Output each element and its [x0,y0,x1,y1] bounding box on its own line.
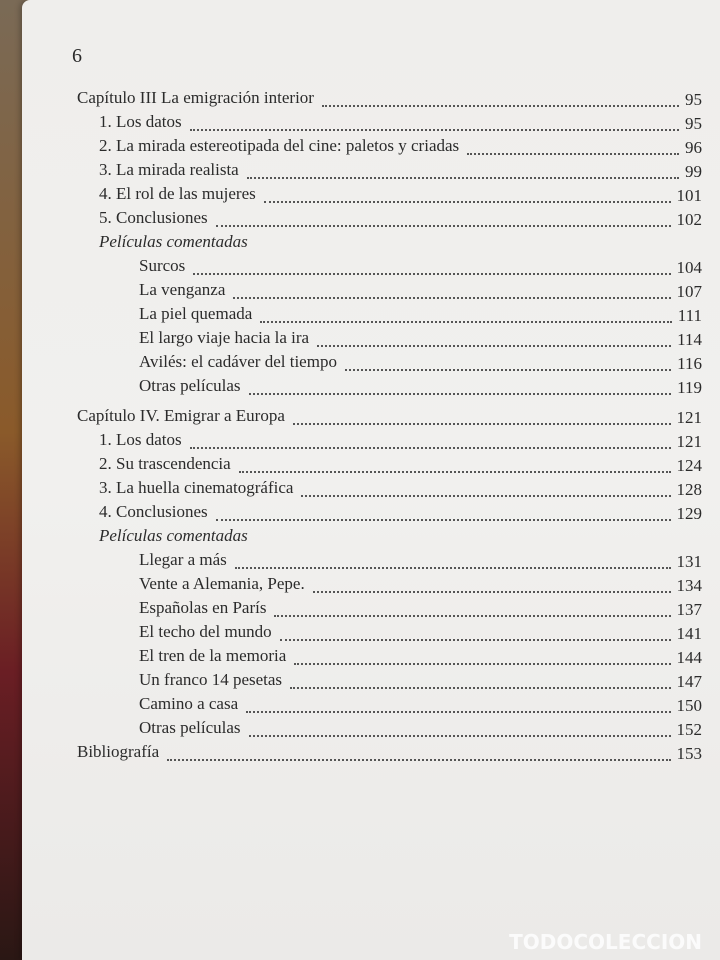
toc-entry-page: 150 [676,696,702,715]
toc-entry [77,158,702,182]
toc-entry [77,404,702,428]
toc-entry-title: 1. Los datos [99,112,182,131]
toc-entry-title: Llegar a más [139,550,227,569]
dot-leader [264,201,671,203]
toc-entry-title: 4. El rol de las mujeres [99,184,256,203]
toc-entry-title: Otras películas [139,718,241,737]
toc-entry-title: Vente a Alemania, Pepe. [139,574,305,593]
toc-entry-title: La piel quemada [139,304,253,323]
dot-leader [301,495,670,497]
toc-entry-page: 134 [676,576,702,595]
dot-leader [345,369,671,371]
dot-leader [167,759,670,761]
toc-entry-title: Otras películas [139,376,241,395]
book-page [22,0,720,960]
toc-entry-title: Camino a casa [139,694,239,713]
dot-leader [216,519,671,521]
toc-entry [77,596,702,620]
toc-entry [77,476,702,500]
toc-entry [77,428,702,452]
toc-entry-page: 116 [677,354,702,373]
toc-entry-page: 104 [676,258,702,277]
toc-entry-title: Avilés: el cadáver del tiempo [139,352,337,371]
toc-entry [77,350,702,374]
toc-entry-title: El techo del mundo [139,622,272,641]
toc-entry [77,524,702,548]
toc-entry-page: 141 [676,624,702,643]
toc-entry-page: 111 [677,306,702,325]
dot-leader [239,471,671,473]
dot-leader [249,393,672,395]
toc-entry-title: 4. Conclusiones [99,502,208,521]
toc-entry [77,134,702,158]
dot-leader [193,273,670,275]
toc-entry [77,206,702,230]
toc-entry [77,182,702,206]
toc-entry-page: 153 [676,744,702,763]
toc-entry [77,668,702,692]
toc-entry [77,644,702,668]
toc-entry-title: 5. Conclusiones [99,208,208,227]
toc-entry-page: 144 [676,648,702,667]
dot-leader [467,153,679,155]
toc-entry-title: Surcos [139,256,186,275]
dot-leader [313,591,671,593]
toc-entry [77,302,702,326]
toc-entry-page: 121 [676,408,702,427]
dot-leader [322,105,679,107]
dot-leader [260,321,671,323]
toc-entry-title: Capítulo IV. Emigrar a Europa [77,406,285,425]
toc-entry-title: Películas comentadas [99,526,248,545]
dot-leader [247,177,679,179]
toc-entry [77,230,702,254]
toc-entry [77,716,702,740]
toc-entry-page: 114 [677,330,702,349]
toc-entry-page: 95 [685,114,702,133]
toc-entry-page: 137 [676,600,702,619]
toc-entry-page: 124 [676,456,702,475]
toc-entry-page: 128 [676,480,702,499]
dot-leader [235,567,671,569]
watermark-logo: TODOCOLECCION [509,930,702,954]
toc-entry [77,452,702,476]
dot-leader [246,711,670,713]
toc-entry [77,110,702,134]
toc-entry-title: Bibliografía [77,742,160,761]
dot-leader [249,735,671,737]
toc-entry-title: El largo viaje hacia la ira [139,328,310,347]
toc-entry [77,620,702,644]
toc-entry [77,548,702,572]
dot-leader [293,423,671,425]
toc-entry-title: 3. La huella cinematográfica [99,478,294,497]
dot-leader [274,615,670,617]
dot-leader [190,447,671,449]
toc-entry-page: 119 [677,378,702,397]
toc-entry-page: 129 [676,504,702,523]
dot-leader [216,225,671,227]
dot-leader [317,345,671,347]
toc-entry-page: 99 [685,162,702,181]
toc-entry-page: 131 [676,552,702,571]
toc-entry-page: 101 [676,186,702,205]
toc-entry-page: 152 [676,720,702,739]
toc-entry-page: 147 [676,672,702,691]
toc-entry [77,692,702,716]
dot-leader [233,297,670,299]
toc-chapter-3 [77,86,702,398]
toc-entry-title: Un franco 14 pesetas [139,670,283,689]
toc-entry-page: 96 [685,138,702,157]
toc-entry-title: La venganza [139,280,226,299]
toc-entry-title: El tren de la memoria [139,646,287,665]
toc-entry [77,326,702,350]
dot-leader [294,663,670,665]
toc-entry-title: 2. Su trascendencia [99,454,231,473]
page-number: 6 [72,45,82,67]
toc-entry [77,740,702,764]
toc-entry [77,278,702,302]
toc-entry [77,500,702,524]
toc-entry-title: 1. Los datos [99,430,182,449]
toc-entry-title: Películas comentadas [99,232,248,251]
dot-leader [280,639,671,641]
toc-entry [77,374,702,398]
dot-leader [290,687,670,689]
toc-entry-title: 2. La mirada estereotipada del cine: paletos y criadas [99,136,460,155]
toc-entry [77,86,702,110]
toc-entry-page: 107 [676,282,702,301]
toc-entry [77,254,702,278]
toc-entry-title: 3. La mirada realista [99,160,239,179]
toc-chapter-4 [77,404,702,764]
toc-entry-title: Capítulo III La emigración interior [77,88,314,107]
toc-entry-title: Españolas en París [139,598,267,617]
toc-entry-page: 95 [685,90,702,109]
toc-entry [77,572,702,596]
toc-entry-page: 102 [676,210,702,229]
dot-leader [190,129,679,131]
toc-entry-page: 121 [676,432,702,451]
